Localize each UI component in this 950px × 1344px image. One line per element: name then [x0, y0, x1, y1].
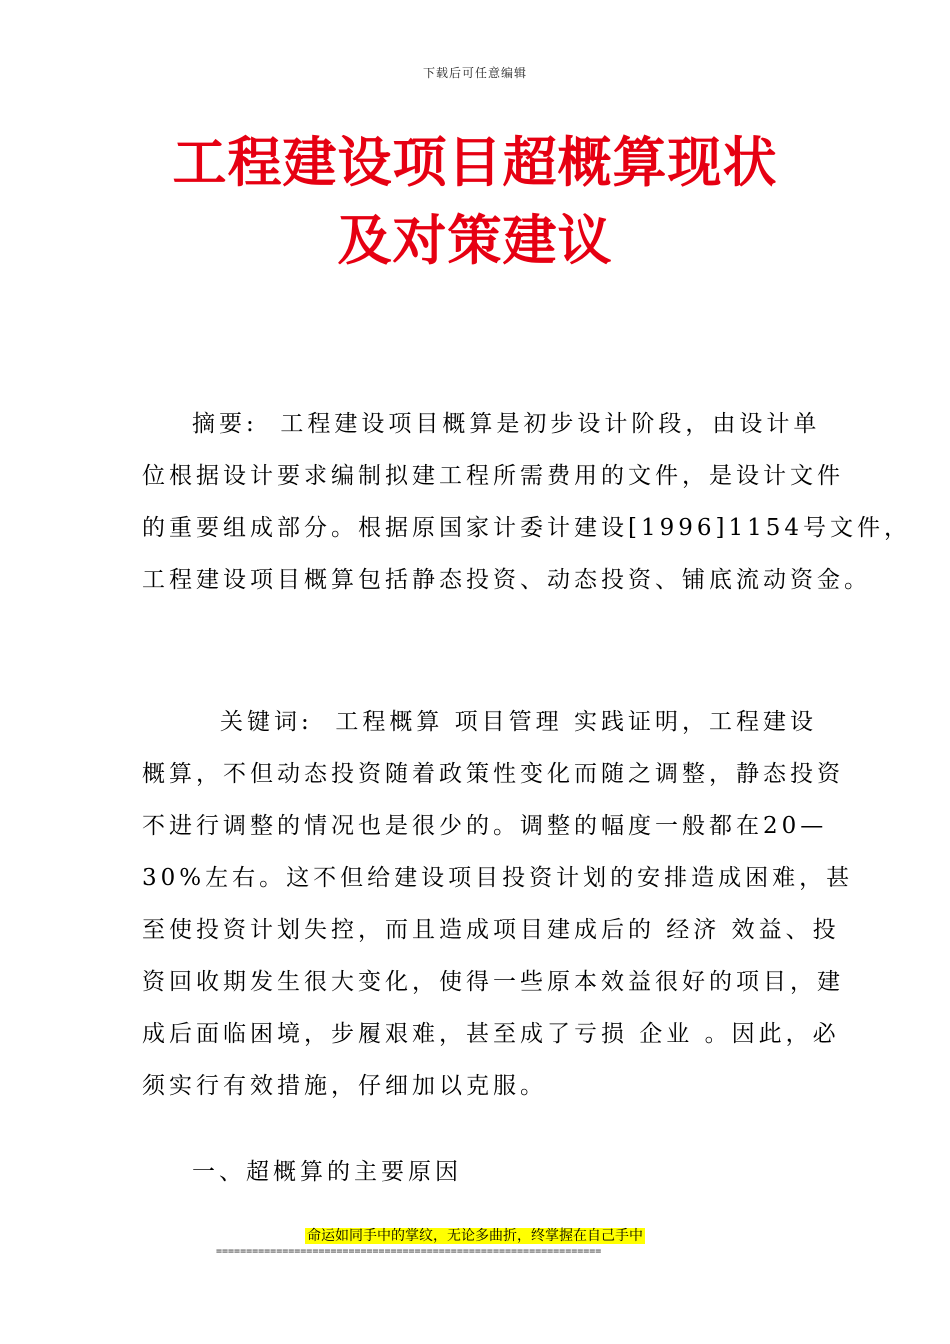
- abstract-line: [142, 398, 821, 450]
- header-note: 下载后可任意编辑: [422, 66, 527, 80]
- keywords-line: 至使投资计划失控，而且造成项目建成后的 经济 效益、投: [142, 917, 840, 943]
- abstract-paragraph: [142, 398, 912, 606]
- section-heading: 一、超概算的主要原因: [192, 1159, 462, 1185]
- document-title-line-1: 工程建设项目超概算现状: [172, 131, 778, 194]
- keywords-line: 30%左右。这不但给建设项目投资计划的安排造成困难，甚: [142, 865, 854, 891]
- abstract-line: 的重要组成部分。根据原国家计委计建设[1996]1154号文件，: [142, 515, 912, 541]
- footer-motto-text: 命运如同手中的掌纹，无论多曲折，终掌握在自己手中: [307, 1228, 643, 1244]
- keywords-paragraph: [142, 696, 854, 1112]
- keywords-line: 概算，不但动态投资随着政策性变化而随之调整，静态投资: [142, 761, 844, 787]
- abstract-line: 工程建设项目概算包括静态投资、动态投资、铺底流动资金。: [142, 567, 871, 593]
- keywords-line: 须实行有效措施，仔细加以克服。: [142, 1073, 547, 1099]
- abstract-text: 工程建设项目概算是初步设计阶段，由设计单: [280, 411, 821, 437]
- abstract-label: 摘要:: [192, 411, 258, 437]
- document-title-line-2: 及对策建议: [337, 209, 613, 272]
- abstract-line: 位根据设计要求编制拟建工程所需费用的文件，是设计文件: [142, 463, 844, 489]
- keywords-line: 资回收期发生很大变化，使得一些原本效益很好的项目，建: [142, 969, 844, 995]
- keywords-line: [142, 696, 817, 748]
- footer-rule: ================================================================: [216, 1246, 602, 1257]
- keywords-line: 不进行调整的情况也是很少的。调整的幅度一般都在20—: [142, 813, 828, 839]
- keywords-text: 工程概算 项目管理 实践证明，工程建设: [335, 709, 817, 735]
- keywords-line: 成后面临困境，步履艰难，甚至成了亏损 企业 。因此，必: [142, 1021, 840, 1047]
- footer-motto: [0, 1226, 950, 1246]
- keywords-label: 关键词:: [220, 709, 313, 735]
